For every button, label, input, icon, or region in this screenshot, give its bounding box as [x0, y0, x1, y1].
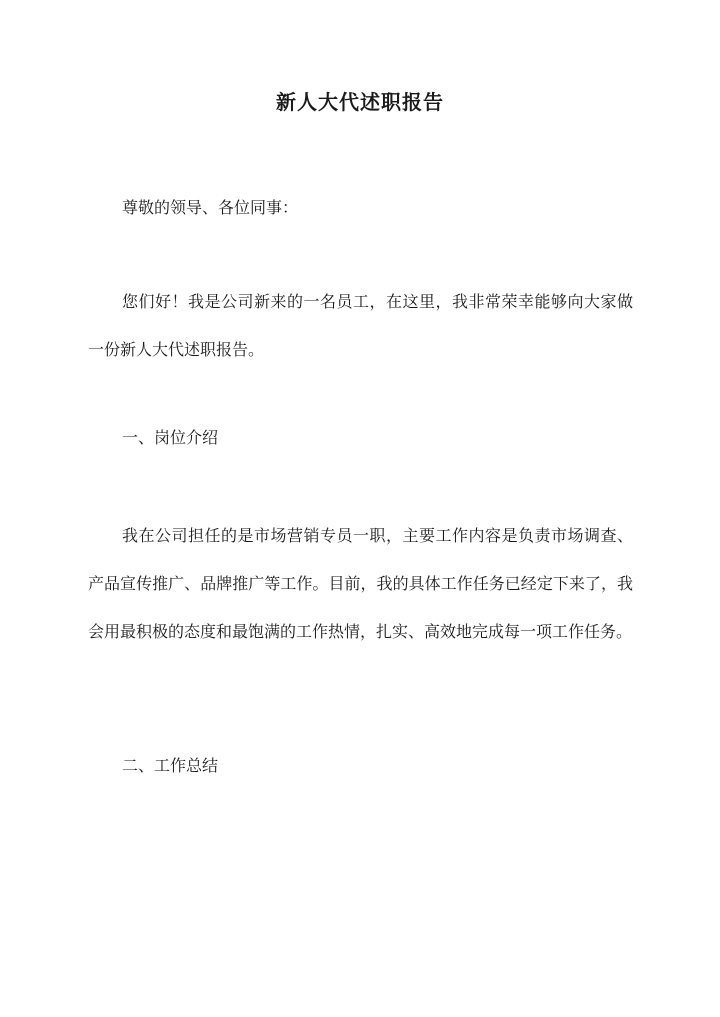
section-1-body: 我在公司担任的是市场营销专员一职，主要工作内容是负责市场调查、产品宣传推广、品牌推广等工作。目前，我的具体工作任务已经定下来了，我会用最积极的态度和最饱满的工作热情，扎实、高效地完成每一项工作任务。 — [88, 526, 633, 641]
greeting-paragraph: 尊敬的领导、各位同事： — [122, 198, 299, 217]
section-1-heading: 一、岗位介绍 — [122, 428, 219, 447]
intro-paragraph: 您们好！我是公司新来的一名员工，在这里，我非常荣幸能够向大家做一份新人大代述职报告。 — [88, 292, 633, 359]
section-2-heading: 二、工作总结 — [122, 756, 219, 775]
document-title: 新人大代述职报告 — [276, 90, 444, 114]
